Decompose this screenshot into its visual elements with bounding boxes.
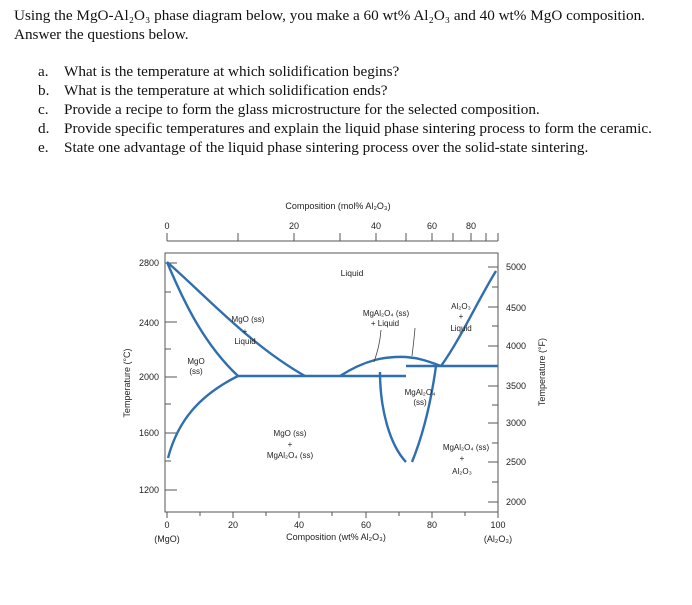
region-label: MgO (ss): [273, 429, 307, 438]
question-text: State one advantage of the liquid phase sintering process over the solid-state sintering.: [64, 139, 589, 156]
region-label: MgAl₂O₄ (ss): [362, 309, 410, 318]
region-label: +: [287, 440, 293, 449]
left-ticks: [165, 263, 177, 490]
region-label: Al₂O₃: [451, 302, 471, 311]
region-label: Al₂O₃: [452, 467, 472, 476]
left-tick-label: 1600: [138, 428, 159, 438]
pointer-line-al2o3-liquid: [412, 328, 415, 356]
bottom-ticks: [167, 512, 498, 518]
phase-boundaries: [167, 262, 498, 462]
region-label: MgAl₂O₄: [404, 388, 436, 397]
region-label: + Liquid: [370, 319, 400, 328]
bottom-tick-label: 100: [490, 520, 506, 530]
region-label: (ss): [413, 398, 427, 407]
question-text: Provide a recipe to form the glass microstructure for the selected composition.: [64, 101, 540, 118]
right-tick-label: 5000: [506, 262, 527, 272]
bottom-tick-label: 0: [164, 520, 170, 530]
right-tick-label: 4000: [506, 341, 527, 351]
bottom-axis-title: Composition (wt% Al₂O₃): [286, 532, 386, 542]
bottom-end-label-mgo: (MgO): [154, 534, 180, 544]
bottom-tick-label: 20: [227, 520, 239, 530]
region-label: (ss): [189, 367, 203, 376]
region-label: Liquid: [234, 337, 256, 346]
right-tick-label: 2000: [506, 497, 527, 507]
left-axis-title: Temperature (°C): [122, 348, 132, 418]
bottom-tick-label: 80: [426, 520, 438, 530]
question-intro: Using the MgO-Al₂O₃ phase diagram below, you make a 60 wt% Al₂O₃ and 40 wt% MgO composition. Answer the questions below.: [14, 7, 645, 43]
liquidus-al2o3: [441, 271, 496, 366]
question-label: b.: [38, 82, 50, 99]
question-label: d.: [38, 120, 50, 137]
bottom-end-label-al2o3: (Al₂O₃): [483, 534, 513, 544]
region-label: +: [242, 327, 248, 336]
bottom-tick-label: 40: [293, 520, 305, 530]
question-label: a.: [38, 63, 49, 80]
top-tick-label: 60: [426, 221, 438, 231]
right-axis-title: Temperature (°F): [537, 337, 547, 407]
right-ticks: [488, 267, 498, 502]
solvus-mgo: [168, 376, 238, 458]
right-tick-label: 3000: [506, 418, 527, 428]
question-text: What is the temperature at which solidification ends?: [64, 82, 388, 99]
left-tick-label: 2400: [138, 318, 159, 328]
spinel-solvus-left: [380, 372, 406, 462]
bottom-tick-label: 60: [360, 520, 372, 530]
right-tick-label: 4500: [506, 303, 527, 313]
region-label: +: [458, 312, 464, 321]
top-tick-label: 40: [370, 221, 382, 231]
region-label: MgAl₂O₄ (ss): [266, 451, 314, 460]
region-label-liquid: Liquid: [340, 268, 364, 278]
region-label: +: [459, 454, 465, 463]
plot-frame: [165, 253, 498, 512]
left-tick-label: 2800: [138, 258, 159, 268]
region-label: Liquid: [450, 324, 472, 333]
question-label: c.: [38, 101, 49, 118]
question-label: e.: [38, 139, 49, 156]
question-text: Provide specific temperatures and explain the liquid phase sintering process to form the ceramic.: [64, 120, 652, 137]
question-text: What is the temperature at which solidification begins?: [64, 63, 400, 80]
left-tick-label: 1200: [138, 485, 159, 495]
top-tick-label: 20: [288, 221, 300, 231]
right-tick-label: 2500: [506, 457, 527, 467]
spinel-liquidus-right: [406, 357, 441, 366]
region-label: MgO: [187, 357, 205, 366]
top-tick-label: 0: [164, 221, 170, 231]
top-axis-title: Composition (mol% Al₂O₃): [285, 201, 391, 211]
region-label: MgO (ss): [231, 315, 265, 324]
left-tick-label: 2000: [138, 372, 159, 382]
top-tick-label: 80: [465, 221, 477, 231]
spinel-liquidus-left: [340, 357, 406, 376]
region-label: MgAl₂O₄ (ss): [442, 443, 490, 452]
right-tick-label: 3500: [506, 381, 527, 391]
top-ticks: [167, 233, 498, 241]
pointer-line-spinel-liquid: [374, 330, 381, 362]
spinel-solvus-right: [412, 366, 436, 462]
